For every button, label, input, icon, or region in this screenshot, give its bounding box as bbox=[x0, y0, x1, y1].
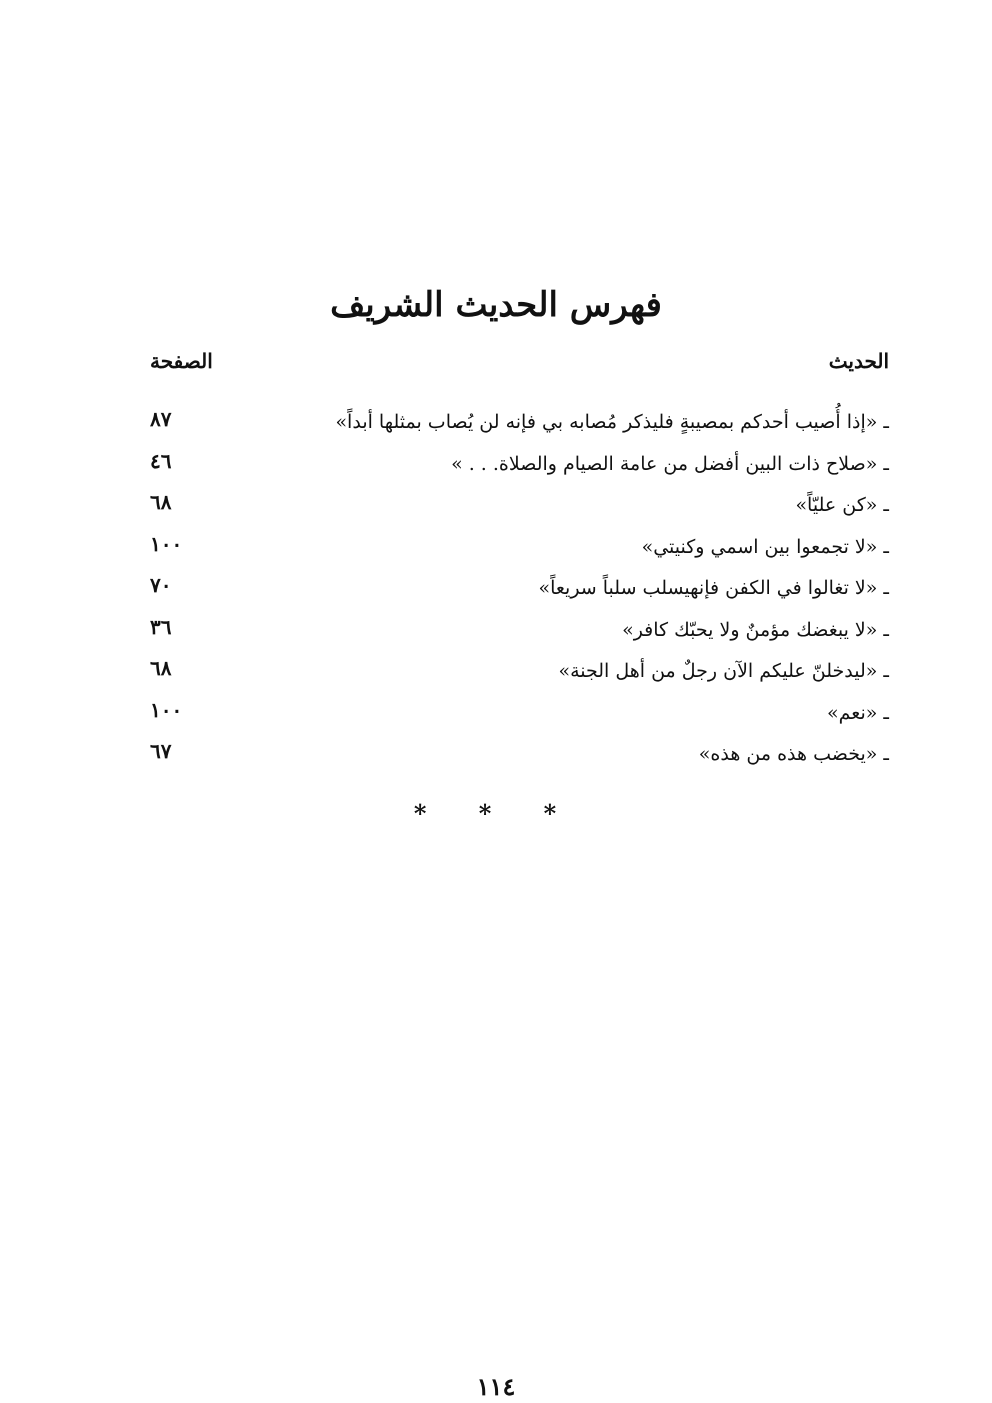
hadith-text: ـ «يخضب هذه من هذه» bbox=[698, 743, 889, 765]
column-header-hadith: الحديث bbox=[828, 349, 889, 373]
index-entry bbox=[0, 527, 992, 569]
hadith-text: ـ «لا تجمعوا بين اسمي وكنيتي» bbox=[641, 535, 889, 558]
index-entry bbox=[0, 444, 992, 486]
column-header-page: الصفحة bbox=[150, 349, 213, 373]
section-separator: * * * bbox=[413, 799, 579, 828]
hadith-text: ـ «ليدخلنّ عليكم الآن رجلٌ من أهل الجنة» bbox=[558, 660, 889, 682]
hadith-text: ـ «إذا أُصيب أحدكم بمصيبةٍ فليذكر مُصابه بي فإنه لن يُصاب بمثلها أبداً» bbox=[335, 411, 889, 433]
page-reference: ٦٧ bbox=[150, 739, 172, 763]
page-reference: ٤٦ bbox=[150, 448, 172, 473]
index-entry bbox=[0, 693, 992, 735]
hadith-index-list bbox=[0, 402, 992, 776]
page-reference: ١٠٠ bbox=[150, 697, 183, 722]
index-entry bbox=[0, 402, 992, 444]
page-reference: ٧٠ bbox=[150, 573, 172, 597]
page-reference: ٦٨ bbox=[150, 490, 172, 514]
page-number: ١١٤ bbox=[476, 1372, 516, 1401]
page-reference: ٦٨ bbox=[150, 656, 172, 680]
index-entry bbox=[0, 568, 992, 610]
hadith-text: ـ «كن عليّاً» bbox=[795, 494, 889, 516]
index-entry bbox=[0, 651, 992, 693]
index-entry bbox=[0, 485, 992, 527]
index-entry bbox=[0, 610, 992, 652]
hadith-text: ـ «لا تغالوا في الكفن فإنهيسلب سلباً سريعاً» bbox=[538, 577, 889, 599]
page-reference: ٨٧ bbox=[150, 407, 172, 431]
page-reference: ٣٦ bbox=[150, 614, 172, 639]
page-reference: ١٠٠ bbox=[150, 531, 183, 556]
hadith-text: ـ «لا يبغضك مؤمنٌ ولا يحبّك كافر» bbox=[622, 618, 889, 641]
hadith-text: ـ «نعم» bbox=[827, 701, 889, 724]
hadith-text: ـ «صلاح ذات البين أفضل من عامة الصيام والصلاة. . . » bbox=[451, 452, 889, 475]
page-title: فهرس الحديث الشريف bbox=[330, 284, 662, 325]
index-entry bbox=[0, 734, 992, 776]
